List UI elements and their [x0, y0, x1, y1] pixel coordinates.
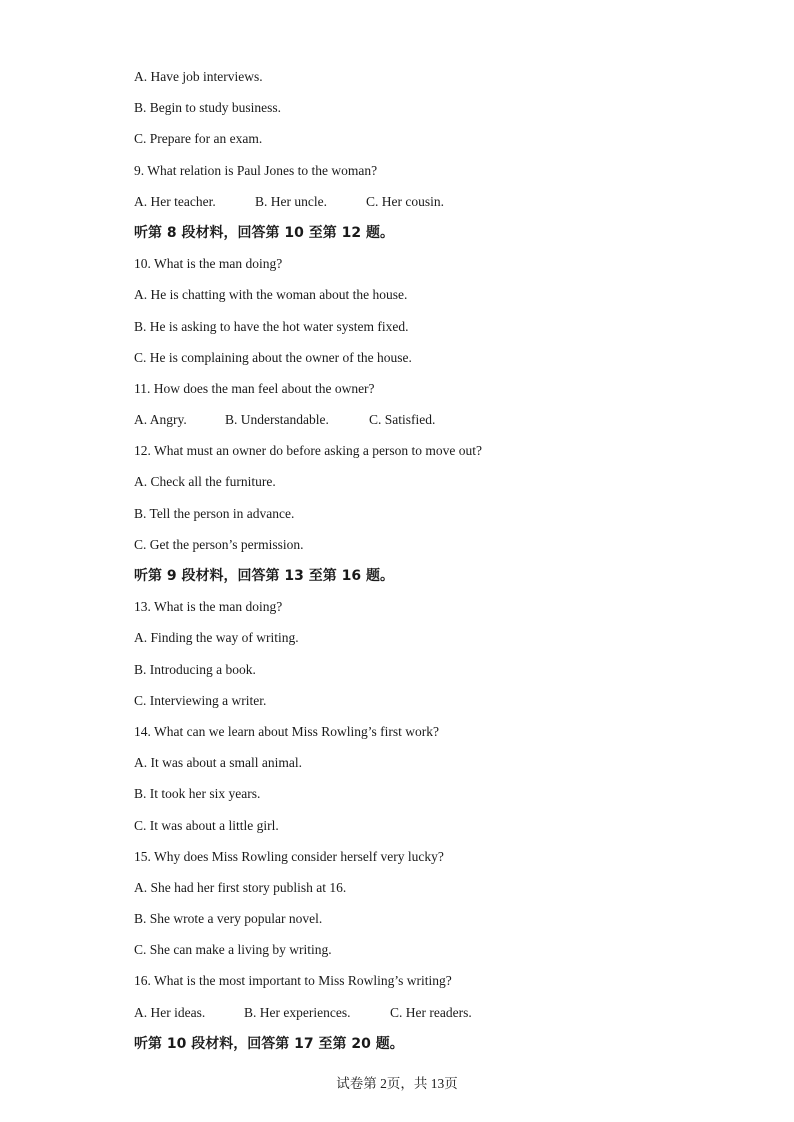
- q12-option-b: B. Tell the person in advance.: [134, 505, 295, 521]
- q13-option-a: A. Finding the way of writing.: [134, 630, 299, 646]
- q15-option-a: A. She had her first story publish at 16.: [134, 879, 347, 895]
- question-16: 16. What is the most important to Miss Rowling’s writing?: [134, 973, 452, 989]
- q15-option-b: B. She wrote a very popular novel.: [134, 911, 323, 927]
- section-heading-10: 听第 10 段材料，回答第 17 至第 20 题。: [134, 1035, 404, 1052]
- q16-options: [134, 1002, 754, 1033]
- question-11: 11. How does the man feel about the owner?: [134, 380, 375, 396]
- question-12: 12. What must an owner do before asking a person to move out?: [134, 443, 483, 459]
- q14-option-a: A. It was about a small animal.: [134, 755, 302, 771]
- q9-option-a: A. Her teacher.: [134, 193, 216, 209]
- question-list: [134, 66, 754, 1064]
- q13-option-b: B. Introducing a book.: [134, 661, 256, 677]
- q8-option-c: C. Prepare for an exam.: [134, 131, 263, 147]
- q12-option-a: A. Check all the furniture.: [134, 474, 276, 490]
- q13-option-c: C. Interviewing a writer.: [134, 692, 267, 708]
- question-14: 14. What can we learn about Miss Rowling’s first work?: [134, 723, 439, 739]
- question-13: 13. What is the man doing?: [134, 599, 283, 615]
- q10-option-a: A. He is chatting with the woman about the house.: [134, 287, 408, 303]
- q14-option-c: C. It was about a little girl.: [134, 817, 279, 833]
- q11-option-a: A. Angry.: [134, 412, 187, 428]
- q16-option-c: C. Her readers.: [390, 1004, 472, 1020]
- section-heading-8: 听第 8 段材料，回答第 10 至第 12 题。: [134, 224, 394, 241]
- q16-option-b: B. Her experiences.: [244, 1004, 351, 1020]
- q15-option-c: C. She can make a living by writing.: [134, 942, 332, 958]
- q16-option-a: A. Her ideas.: [134, 1004, 206, 1020]
- question-9: 9. What relation is Paul Jones to the woman?: [134, 162, 378, 178]
- q12-option-c: C. Get the person’s permission.: [134, 536, 304, 552]
- q9-option-c: C. Her cousin.: [366, 193, 444, 209]
- q11-option-c: C. Satisfied.: [369, 412, 436, 428]
- q11-options: [134, 409, 754, 440]
- q10-option-c: C. He is complaining about the owner of the house.: [134, 349, 412, 365]
- q14-option-b: B. It took her six years.: [134, 786, 261, 802]
- q8-option-a: A. Have job interviews.: [134, 69, 263, 84]
- section-heading-9: 听第 9 段材料，回答第 13 至第 16 题。: [134, 568, 394, 584]
- question-15: 15. Why does Miss Rowling consider herself very lucky?: [134, 848, 444, 864]
- page-footer: 试卷第 2页，共 13页: [336, 1076, 458, 1091]
- q9-options: [134, 191, 754, 222]
- q10-option-b: B. He is asking to have the hot water system fixed.: [134, 318, 409, 334]
- q9-option-b: B. Her uncle.: [255, 193, 327, 209]
- question-10: 10. What is the man doing?: [134, 256, 283, 272]
- q8-option-b: B. Begin to study business.: [134, 100, 282, 116]
- q11-option-b: B. Understandable.: [225, 412, 329, 428]
